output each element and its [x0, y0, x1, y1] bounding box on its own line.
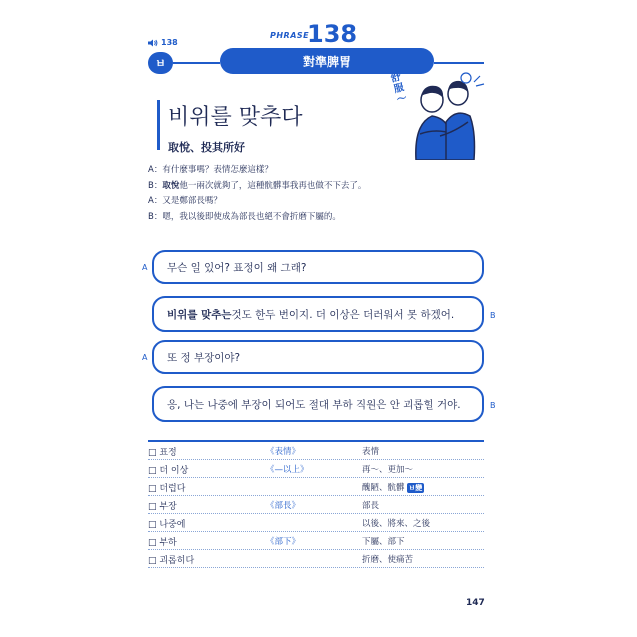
vocab-meaning: 下屬、部下: [362, 537, 405, 547]
speech-bubble-b: 비위를 맞추는 것도 한두 번이지. 더 이상은 더러워서 못 하겠어.: [152, 296, 484, 332]
speech-bubble-a: 무슨 일 있어? 표정이 왜 그래?: [152, 250, 484, 284]
vocab-hanja: 《部長》: [266, 501, 301, 511]
vocab-korean: □ 부하: [148, 538, 177, 548]
dialog-line: A：又是鄭部長嗎？: [148, 196, 222, 206]
irregular-verb-tag: ㅂ變: [408, 484, 423, 492]
speaker-a-label: A: [142, 263, 148, 272]
vocab-meaning: 醜陋、骯髒 ㅂ變: [362, 483, 423, 493]
vocab-korean: □ 괴롭히다: [148, 556, 195, 566]
speaker-b-label: B: [490, 401, 496, 410]
vocab-meaning: 表情: [362, 447, 380, 457]
chinese-meaning: 取悅、投其所好: [168, 141, 245, 154]
vocab-korean: □ 부장: [148, 502, 177, 512]
vocab-korean: □ 표정: [148, 448, 177, 458]
audio-track[interactable]: [148, 38, 178, 47]
vocab-hanja: 《部下》: [266, 537, 301, 547]
vocab-meaning: 以後、將來、之後: [362, 519, 431, 529]
vocab-meaning: 再～、更加～: [362, 465, 414, 475]
dialog-translation: [148, 163, 366, 225]
title-accent-bar: [157, 100, 160, 150]
dialog-line: A：有什麼事嗎？表情怎麼這樣？: [148, 165, 273, 175]
illustration-caption: 舒服～: [389, 71, 409, 106]
page-title: 對準脾胃: [220, 48, 434, 74]
vocab-korean: □ 더 이상: [148, 466, 189, 476]
vocab-row: [148, 442, 484, 460]
speaker-b-label: B: [490, 311, 496, 320]
vocab-korean: □ 나중에: [148, 520, 186, 530]
vocab-row: [148, 460, 484, 478]
vocab-row: [148, 496, 484, 514]
vocab-korean: □ 더럽다: [148, 484, 186, 494]
vocab-hanja: 《—以上》: [266, 465, 309, 475]
vocab-row: [148, 532, 484, 550]
vocab-row: [148, 478, 484, 496]
dialog-line: B：嗯，我以後即使成為部長也絕不會折磨下屬的。: [148, 211, 341, 222]
phrase-number: 138: [307, 20, 358, 48]
divider: [434, 62, 484, 64]
audio-track-number: 138: [161, 38, 178, 47]
speaker-icon: [148, 39, 158, 47]
speech-bubble-a: 또 정 부장이야?: [152, 340, 484, 374]
phrase-label: PHRASE: [270, 31, 310, 40]
dialog-line: B：取悅他一兩次就夠了，這種骯髒事我再也做不下去了。: [148, 180, 367, 191]
vocab-hanja: 《表情》: [266, 447, 301, 457]
vocab-meaning: 部長: [362, 501, 380, 511]
divider: [173, 62, 220, 64]
korean-phrase: 비위를 맞추다: [168, 105, 303, 130]
vocabulary-list: [148, 440, 484, 568]
page-number: 147: [466, 598, 485, 608]
speech-bubble-b: 응, 나는 나중에 부장이 되어도 절대 부하 직원은 안 괴롭힐 거야.: [152, 386, 484, 422]
letter-badge: ㅂ: [148, 52, 173, 74]
illustration: [380, 72, 490, 160]
vocab-meaning: 折磨、使痛苦: [362, 555, 414, 565]
vocab-row: [148, 514, 484, 532]
vocab-row: [148, 550, 484, 568]
speaker-a-label: A: [142, 353, 148, 362]
